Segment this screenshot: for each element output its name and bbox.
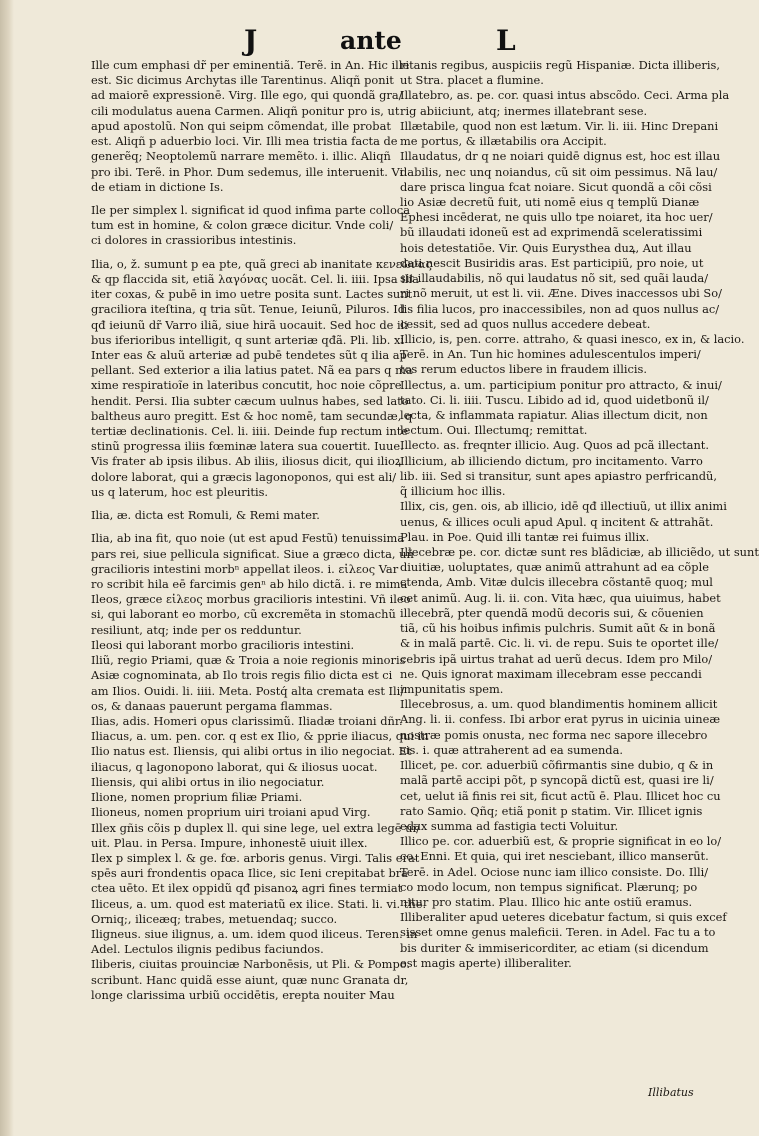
header-right-initial: L: [496, 24, 516, 57]
text-line: apud apostolũ. Non qui seipm cõmendat, ille probat: [91, 118, 391, 133]
text-line: Illiberaliter apud ueteres dicebatur factum, si quis excef: [400, 910, 727, 925]
text-line: est. Aliqñ p aduerbio loci. Vir. Illi mea tristia facta de: [91, 134, 398, 149]
text-line: impunitatis spem.: [400, 681, 504, 696]
text-line: lectum. Oui. Illectumq; remittat.: [400, 423, 588, 438]
text-line: Terē. in An. Tun hic homines adulescentulos imperi/: [400, 347, 701, 362]
text-line: bũ illaudati idoneũ est ad exprimendã sceleratissimi: [400, 225, 703, 240]
text-line: xime respiratioĩe in lateribus concutit, hoc noie cõpre: [91, 378, 402, 393]
text-line: scribunt. Hanc quidã esse aiunt, quæ nunc Granata dr,: [91, 972, 409, 987]
text-line: Illicet, pe. cor. aduerbiũ cõfirmantis sine dubio, q & in: [400, 758, 714, 773]
entry-gap: [91, 195, 395, 203]
text-line: Illecebræ pe. cor. dictæ sunt res blãdiciæ, ab illiciẽdo, ut sunt: [400, 545, 759, 559]
text-line: sis. i. quæ attraherent ad ea sumenda.: [400, 742, 624, 757]
text-line: cebris ipã uirtus trahat ad uerũ decus. Idem pro Milo/: [400, 651, 713, 666]
text-line: cet animũ. Aug. li. ii. con. Vita hæc, qua uiuimus, habet: [400, 590, 721, 605]
text-line: us q laterum, hoc est pleuritis.: [91, 484, 269, 499]
text-line: co modo locum, non tempus significat. Plærunq; po: [400, 879, 698, 894]
text-line: tos rerum eductos libere in fraudem illicis.: [400, 362, 647, 377]
text-line: Ilio natus est. Iliensis, qui alibi ortus in ilio negociat. Et: [91, 744, 412, 759]
text-line: dolore laborat, qui a græcis lagonoponos, qui est ali/: [91, 469, 397, 484]
text-line: ctenda, Amb. Vitæ dulcis illecebra cõstantē quoq; mul: [400, 575, 713, 590]
text-line: Ilioneus, nomen proprium uiri troiani apud Virg.: [91, 805, 371, 820]
text-line: Orniq;, iliceæq; trabes, metuendaq; succo.: [91, 911, 338, 926]
text-line: ci dolores in crassioribus intestinis.: [91, 233, 297, 248]
text-line: lecta, & inflammata rapiatur. Alias illectum dicit, non: [400, 408, 708, 423]
text-line: rig abiiciunt, atq; inermes illatebrant sese.: [400, 103, 648, 118]
text-line: Illecebrosus, a. um. quod blandimentis hominem allicit: [400, 697, 718, 712]
entry-gap: [91, 249, 395, 257]
text-line: Illectus, a. um. participium ponitur pro attracto, & inui/: [400, 377, 722, 392]
text-line: dabilis, nec unq noiandus, cũ sit oim pessimus. Nã lau/: [400, 164, 718, 179]
text-line: lib. iii. Sed si transitur, sunt apes apiastro perfricandũ,: [400, 468, 717, 483]
text-line: Ilia, o, ž. sumunt p ea pte, quã greci ab inanitate κενεῶνας: [91, 256, 432, 271]
text-line: ctea uēto. Et ilex oppidũ qđ pisanoꝝ agri fines termiat: [91, 881, 403, 896]
text-line: ut Stra. placet a flumine.: [400, 73, 544, 88]
text-line: ne. Quis ignorat maximam illecebram esse peccandi: [400, 666, 702, 681]
text-line: tiã, cũ his hoibus infimis pulchris. Sumit aũt & in bonã: [400, 621, 716, 636]
text-line: Ilias, adis. Homeri opus clarissimũ. Iliadæ troiani dñr.: [91, 713, 403, 728]
text-line: Ille cum emphasi dr̃ per eminentiã. Terẽ. in An. Hic ille: [91, 58, 410, 72]
text-line: pellant. Sed exterior a ilia latius patet. Nã ea pars q ma: [91, 363, 413, 378]
header-left-initial: J: [244, 24, 258, 57]
text-line: Illatebro, as. pe. cor. quasi intus abscõdo. Ceci. Arma pla: [400, 88, 730, 103]
text-line: de etiam in dictione Is.: [91, 179, 224, 194]
text-line: stinũ progressa iliis fœminæ latera sua couertit. Iuue.: [91, 439, 404, 454]
text-line: Iliensis, qui alibi ortus in ilio negociatur.: [91, 774, 325, 789]
text-line: illecebrã, pter quendã modũ decoris sui, & cõuenien: [400, 605, 704, 620]
text-line: qđ ieiunũ dr̃ Varro iliã, siue hirã uocauit. Sed hoc de ili: [91, 317, 408, 332]
text-line: Illætabile, quod non est lætum. Vir. li. iii. Hinc Drepani: [400, 118, 719, 133]
right-text-column: [400, 58, 759, 971]
text-line: Illaudatus, dr q ne noiari quidē dignus est, hoc est illau: [400, 149, 721, 164]
text-line: co. Enni. Et quia, qui iret nesciebant, illico manserūt.: [400, 849, 709, 864]
text-line: uenus, & illices oculi apud Apul. q incitent & attrahãt.: [400, 514, 714, 529]
text-line: Adel. Lectulos ilignis pedibus faciundos.: [91, 942, 324, 957]
text-line: resiliunt, atq; inde per os redduntur.: [91, 622, 302, 637]
text-line: generẽq; Neoptolemũ narrare memẽto. i. illic. Aliqñ: [91, 149, 391, 164]
text-line: Ilex p simplex l. & ge. fœ. arboris genus. Virgi. Talis erat: [91, 850, 420, 865]
text-line: Ileosi qui laborant morbo gracilioris intestini.: [91, 637, 355, 652]
text-line: sit illaudabilis, nõ qui laudatus nõ sit, sed quãi lauda/: [400, 271, 709, 286]
running-title: ante: [340, 26, 402, 55]
text-line: iliacus, q lagonopono laborat, qui & iliosus uocat.: [91, 759, 378, 774]
text-line: Illicio, is, pen. corre. attraho, & quasi inesco, ex in, & lacio.: [400, 331, 745, 346]
text-line: est magis aperte) illiberaliter.: [400, 955, 572, 970]
text-line: malã partē accipi põt, p syncopã dictũ est, quasi ire li/: [400, 773, 714, 788]
text-line: Illecto. as. freqnter illicio. Aug. Quos ad pcã illectant.: [400, 438, 709, 453]
text-line: lis filia lucos, pro inaccessibiles, non ad quos nullus ac/: [400, 301, 720, 316]
text-line: tertiæ declinationis. Cel. li. iiii. Deinde fup rectum inte: [91, 424, 409, 439]
text-line: & in malã partē. Cic. li. vi. de repu. Suis te oportet ille/: [400, 636, 719, 651]
text-line: Illix, cis, gen. ois, ab illicio, idē qđ illectiuũ, ut illix animi: [400, 499, 727, 514]
text-line: q̃ illicium hoc illis.: [400, 484, 506, 499]
text-line: est. Sic dicimus Archytas ille Tarentinus. Aliqñ ponit: [91, 73, 394, 88]
text-line: Iliũ, regio Priami, quæ & Troia a noie regionis minoris: [91, 653, 406, 668]
text-line: nitur pro statim. Plau. Illico hic ante ostiũ eramus.: [400, 895, 693, 910]
text-line: lio Asiæ decretũ fuit, uti nomē eius q templũ Dianæ: [400, 194, 700, 209]
text-line: am Ilios. Ouidi. li. iiii. Meta. Postq́ alta cremata est Ili/: [91, 683, 405, 698]
text-line: Iliceus, a. um. quod est materiatũ ex ilice. Stati. li. vi. the.: [91, 896, 427, 911]
text-line: Asiæ cognominata, ab Ilo trois regis filio dicta est ci: [91, 668, 393, 683]
text-line: bis duriter & immisericorditer, ac etiam (si dicendum: [400, 940, 709, 955]
text-line: cili modulatus auena Carmen. Aliqñ ponitur pro is, ut: [91, 103, 400, 118]
text-line: dati nescit Busiridis aras. Est participiũ, pro noie, ut: [400, 255, 704, 270]
text-line: Ile per simplex l. significat id quod infima parte colloca: [91, 202, 410, 217]
page-header: [0, 18, 700, 58]
text-line: tum est in homine, & colon græce dicitur. Vnde coli/: [91, 218, 394, 233]
text-line: iter coxas, & pubē in imo uetre posita sunt. Lactes sunt: [91, 287, 413, 302]
catchword: Illibatus: [648, 1086, 694, 1099]
text-line: sisset omne genus maleficii. Teren. in Adel. Fac tu a to: [400, 925, 716, 940]
text-line: Illico pe. cor. aduerbiũ est, & proprie significat in eo lo/: [400, 834, 722, 849]
text-line: diuitiæ, uoluptates, quæ animũ attrahunt ad ea cõple: [400, 560, 709, 575]
text-line: bus iferioribus intelligit, q sunt arteriæ qđã. Pli. lib. xi: [91, 332, 405, 347]
text-line: baltheus auro pregitt. Est & hoc nomē, tam secundæ, q: [91, 408, 413, 423]
text-line: ad maiorē expressionē. Virg. Ille ego, qui quondã gra/: [91, 88, 403, 103]
left-text-column: [91, 58, 432, 1003]
text-line: cessit, sed ad quos nullus accedere debeat.: [400, 316, 651, 331]
text-line: spēs auri frondentis opaca Ilice, sic Ieni crepitabat bra: [91, 866, 408, 881]
text-line: uit. Plau. in Persa. Impure, inhonestē uiuit illex.: [91, 835, 368, 850]
text-line: Inter eas & aluũ arteriæ ad pubē tendetes sũt q ilia ap: [91, 347, 407, 362]
text-line: ritanis regibus, auspiciis regũ Hispaniæ. Dicta illiberis,: [400, 58, 720, 72]
text-line: Illex gñis cõis p duplex ll. qui sine lege, uel extra legē ui/: [91, 820, 420, 835]
text-line: Iliacus, a. um. pen. cor. q est ex Ilio, & pprie iliacus, qui in: [91, 729, 429, 744]
text-line: gracilioris intestini morbⁿ appellat ileos. i. εἰλεος Var: [91, 561, 399, 576]
text-line: os, & danaas pauerunt pergama flammas.: [91, 698, 333, 713]
text-line: Ilione, nomen proprium filiæ Priami.: [91, 790, 303, 805]
text-line: edax summa ad fastigia tecti Voluitur.: [400, 818, 619, 833]
entry-gap: [91, 523, 395, 531]
entry-gap: [91, 500, 395, 508]
text-line: Ilia, ab ina fit, quo noie (ut est apud Festũ) tenuissima: [91, 531, 405, 546]
text-line: hois detestatiōe. Vir. Quis Eurysthea duꝝ, Aut illau: [400, 240, 692, 255]
text-line: graciliora iteſtina, q tria sũt. Tenue, Ieiunũ, Piluros. Id: [91, 302, 406, 317]
text-line: cet, uelut iã finis rei sit, ficut actũ ē. Plau. Illicet hoc cu: [400, 788, 721, 803]
text-line: ri nõ meruit, ut est li. vii. Æne. Dives inaccessos ubi So/: [400, 286, 722, 301]
page-binding-shadow: [0, 0, 14, 1136]
text-line: Iliberis, ciuitas prouinciæ Narbonēsis, ut Pli. & Pompo.: [91, 957, 411, 972]
text-line: Illicium, ab illiciendo dictum, pro incitamento. Varro: [400, 453, 703, 468]
text-line: Iligneus. siue ilignus, a. um. idem quod iliceus. Teren. in: [91, 927, 418, 942]
text-line: Terē. in Adel. Ociose nunc iam illico consiste. Do. Illi/: [400, 864, 709, 879]
text-line: longe clarissima urbiũ occidētis, erepta nouiter Mau: [91, 987, 395, 1002]
text-line: & qp flaccida sit, etiã λαγόνας uocãt. Cel. li. iiii. Ipsa ilia: [91, 271, 419, 286]
text-line: nostræ pomis onusta, nec forma nec sapore illecebro: [400, 727, 708, 742]
text-line: Ang. li. ii. confess. Ibi arbor erat pyrus in uicinia uineæ: [400, 712, 721, 727]
text-line: Ephesi incēderat, ne quis ullo tpe noiaret, ita hoc uer/: [400, 210, 713, 225]
text-line: pars rei, siue pellicula significat. Siue a græco dicta, uñ: [91, 546, 414, 561]
text-line: ro scribit hila eē farcimis genⁿ ab hilo dictã. i. re mima: [91, 577, 408, 591]
text-line: hendit. Persi. Ilia subter cæcum uulnus habes, sed lato: [91, 393, 409, 408]
text-line: me portus, & illætabilis ora Accipit.: [400, 134, 607, 149]
text-line: rato Samio. Qñq; etiã ponit p statim. Vir. Illicet ignis: [400, 803, 703, 818]
text-line: si, qui laborant eo morbo, cũ excremẽta in stomachũ: [91, 607, 396, 622]
text-line: pro ibi. Terẽ. in Phor. Dum sedemus, ille interuenit. Vi: [91, 164, 404, 179]
text-line: tato. Ci. li. iiii. Tuscu. Libido ad id, quod uidetbonũ il/: [400, 392, 709, 407]
text-line: dare prisca lingua fcat noiare. Sicut quondã a cõi cõsi: [400, 179, 712, 194]
text-line: Ilia, æ. dicta est Romuli, & Remi mater.: [91, 508, 320, 523]
text-line: Plau. in Poe. Quid illi tantæ rei fuimus illix.: [400, 529, 650, 544]
text-line: Vis frater ab ipsis ilibus. Ab iliis, iliosus dicit, qui ilioꝝ: [91, 454, 402, 469]
text-line: Ileos, græce εἰλεος morbus gracilioris intestini. Vñ ileo: [91, 592, 411, 607]
